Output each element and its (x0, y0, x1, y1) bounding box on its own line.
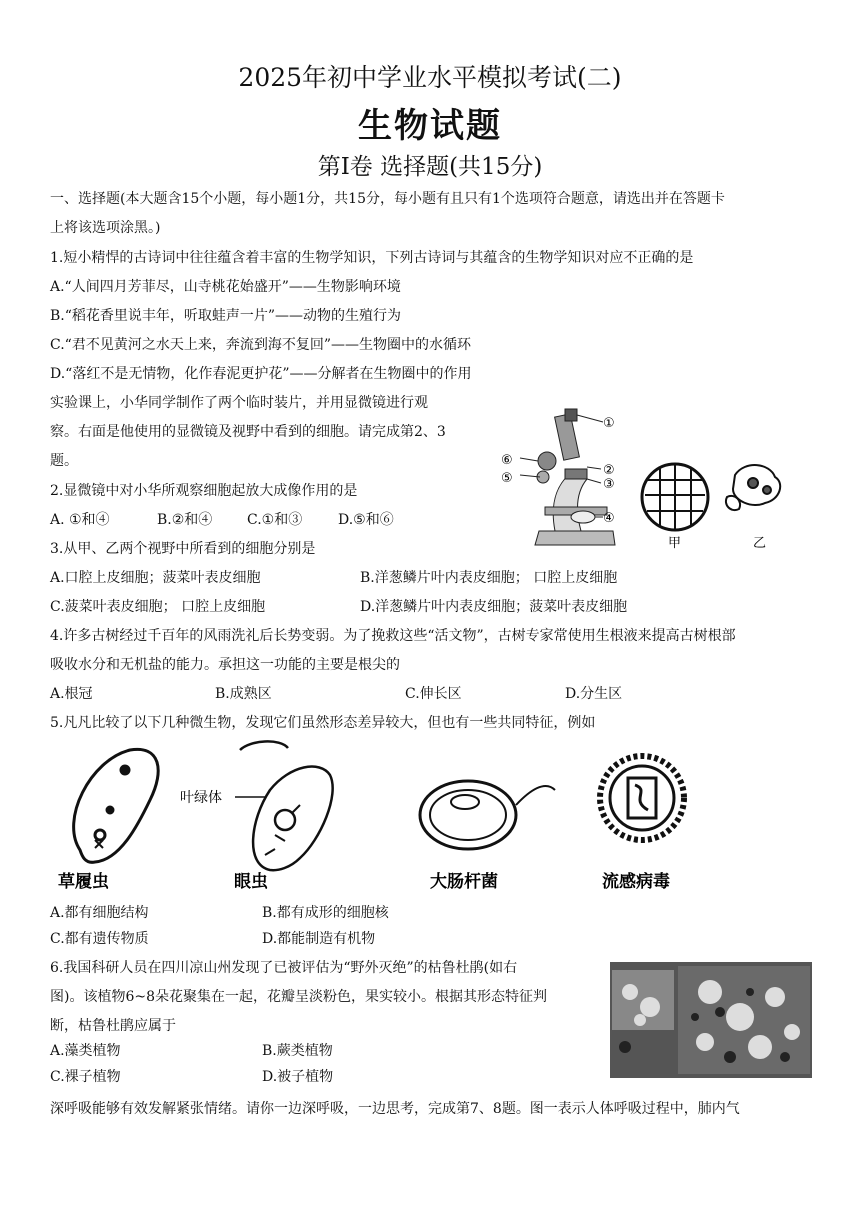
context-2-3-line-1: 实验课上，小华同学制作了两个临时装片，并用显微镜进行观 (50, 395, 428, 411)
q3-stem: 3.从甲、乙两个视野中所看到的细胞分别是 (50, 541, 316, 557)
context-7-8-line-1: 深呼吸能够有效发解紧张情绪。请你一边深呼吸，一边思考，完成第7、8题。图一表示人体呼吸过程中，肺内气 (50, 1101, 740, 1117)
q4-option-c: C.伸长区 (405, 686, 462, 702)
q2-option-b: B.②和④ (157, 512, 213, 528)
label-ecoli: 大肠杆菌 (430, 872, 498, 892)
q3-option-a: A.口腔上皮细胞；菠菜叶表皮细胞 (50, 570, 261, 586)
q3-option-b: B.洋葱鳞片叶内表皮细胞； 口腔上皮细胞 (360, 570, 618, 586)
q1-option-b: B.“稻花香里说丰年，听取蛙声一片”——动物的生殖行为 (50, 308, 402, 324)
q6-line-1: 6.我国科研人员在四川凉山州发现了已被评估为“野外灭绝”的枯鲁杜鹃(如右 (50, 960, 518, 976)
q1-option-d: D.“落红不是无情物，化作春泥更护花”——分解者在生物圈中的作用 (50, 366, 472, 382)
instructions-line-2: 上将该选项涂黑。) (50, 220, 161, 236)
label-6: ⑥ (501, 453, 513, 468)
q6-option-a: A.藻类植物 (50, 1043, 121, 1059)
q4-option-a: A.根冠 (50, 686, 93, 702)
q2-option-c: C.①和③ (247, 512, 303, 528)
exam-title: 2025年初中学业水平模拟考试(二) (238, 63, 622, 92)
context-2-3-line-2: 察。右面是他使用的显微镜及视野中看到的细胞。请完成第2、3 (50, 424, 446, 440)
label-jia: 甲 (668, 536, 682, 551)
label-euglena: 眼虫 (234, 872, 268, 892)
field-of-view-yi (726, 465, 780, 510)
q6-line-3: 断，枯鲁杜鹃应属于 (50, 1018, 176, 1034)
q2-option-d: D.⑤和⑥ (338, 512, 394, 528)
q6-option-c: C.裸子植物 (50, 1069, 121, 1085)
q4-line-2: 吸收水分和无机盐的能力。承担这一功能的主要是根尖的 (50, 657, 400, 673)
section-title: 第Ⅰ卷 选择题(共15分) (317, 154, 543, 180)
q3-option-d: D.洋葱鳞片叶内表皮细胞；菠菜叶表皮细胞 (360, 599, 628, 615)
microscope-figure (495, 405, 825, 555)
q2-option-a: A. ①和④ (50, 512, 110, 528)
label-3: ③ (603, 477, 615, 492)
instructions-line-1: 一、选择题(本大题含15个小题，每小题1分，共15分，每小题有且只有1个选项符合题意，请选出并在答题卡 (50, 191, 725, 207)
q3-option-c: C.菠菜叶表皮细胞； 口腔上皮细胞 (50, 599, 266, 615)
label-1: ① (603, 416, 615, 431)
q5-option-c: C.都有遗传物质 (50, 931, 149, 947)
q1-option-c: C.“君不见黄河之水天上来，奔流到海不复回”——生物圈中的水循环 (50, 337, 471, 353)
label-5: ⑤ (501, 471, 513, 486)
euglena-drawing (240, 741, 333, 870)
field-of-view-jia (642, 464, 708, 530)
q6-option-d: D.被子植物 (262, 1069, 334, 1085)
q4-option-d: D.分生区 (565, 686, 623, 702)
q2-stem: 2.显微镜中对小华所观察细胞起放大成像作用的是 (50, 483, 358, 499)
microorganisms-figure (50, 740, 750, 900)
paramecium-drawing (74, 749, 159, 862)
q5-option-d: D.都能制造有机物 (262, 931, 376, 947)
label-4: ④ (603, 511, 615, 526)
subject-title: 生物试题 (358, 106, 502, 146)
q5-stem: 5.凡凡比较了以下几种微生物，发现它们虽然形态差异较大，但也有一些共同特征，例如 (50, 715, 596, 731)
q6-option-b: B.蕨类植物 (262, 1043, 333, 1059)
flu-virus-drawing (600, 756, 684, 840)
q5-option-b: B.都有成形的细胞核 (262, 905, 389, 921)
ecoli-drawing (420, 781, 555, 849)
label-paramecium: 草履虫 (58, 872, 109, 892)
q4-option-b: B.成熟区 (215, 686, 272, 702)
q6-line-2: 图)。该植物6~8朵花聚集在一起，花瓣呈淡粉色，果实较小。根据其形态特征判 (50, 989, 548, 1005)
context-2-3-line-3: 题。 (50, 453, 78, 469)
rhododendron-photo (610, 962, 812, 1078)
label-2: ② (603, 463, 615, 478)
q1-stem: 1.短小精悍的古诗词中往往蕴含着丰富的生物学知识，下列古诗词与其蕴含的生物学知识对应不正确的是 (50, 250, 694, 266)
label-chloroplast: 叶绿体 (180, 790, 222, 806)
label-yi: 乙 (753, 536, 767, 551)
label-flu-virus: 流感病毒 (602, 872, 670, 892)
q1-option-a: A.“人间四月芳菲尽，山寺桃花始盛开”——生物影响环境 (50, 279, 401, 295)
q4-line-1: 4.许多古树经过千百年的风雨洗礼后长势变弱。为了挽救这些“活文物”，古树专家常使用生根液来提高古树根部 (50, 628, 736, 644)
q5-option-a: A.都有细胞结构 (50, 905, 149, 921)
